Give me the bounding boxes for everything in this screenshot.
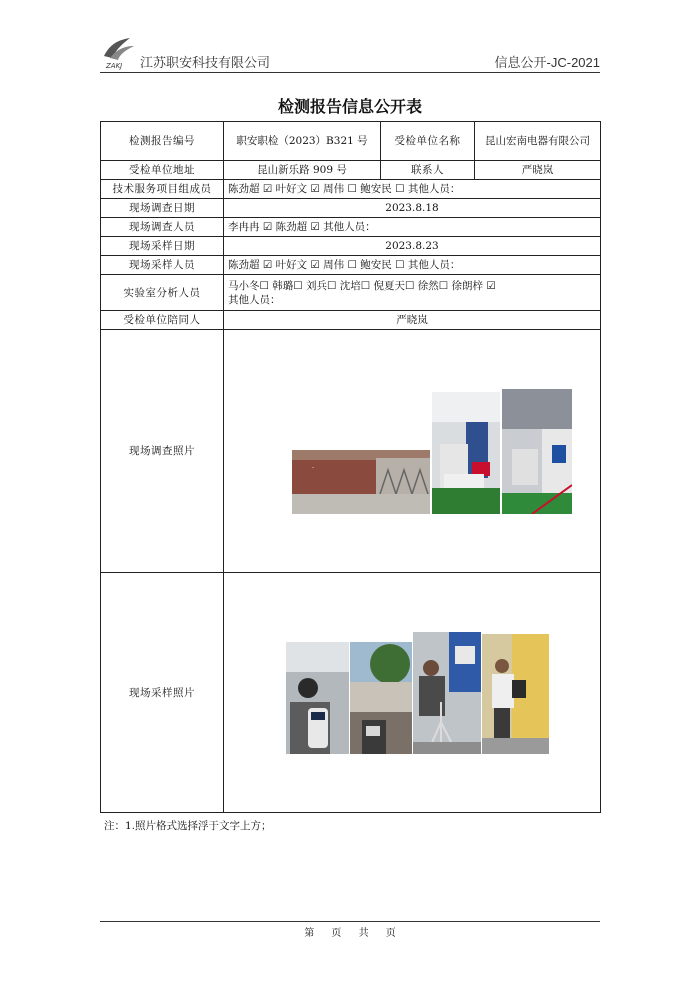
contact-label: 联系人 [381,161,475,180]
lab-analysts-value [224,275,601,311]
header-divider [100,72,600,73]
table-row [101,161,601,180]
table-row [101,180,601,199]
sampling-date-label: 现场采样日期 [101,237,224,256]
sampling-photo-group [238,632,596,754]
sampling-staff-value: 陈劲超 ☑ 叶好文 ☑ 周伟 ☐ 鲍安民 ☐ 其他人员： [224,256,601,275]
report-number-label: 检测报告编号 [101,122,224,161]
team-members-value: 陈劲超 ☑ 叶好文 ☑ 周伟 ☐ 鲍安民 ☐ 其他人员： [224,180,601,199]
info-table [100,121,601,813]
document-code: 信息公开-JC-2021 [494,55,600,70]
survey-photo-gate [292,450,430,514]
unit-address-label: 受检单位地址 [101,161,224,180]
table-row [101,573,601,813]
contact-value: 严晓岚 [475,161,601,180]
page-title: 检测报告信息公开表 [277,97,422,116]
lab-analysts-label: 实验室分析人员 [101,275,224,311]
report-number-value: 职安职检（2023）B321 号 [224,122,381,161]
sampling-photos-label: 现场采样照片 [101,573,224,813]
footnote: 注：1.照片格式选择浮于文字上方； [104,820,272,832]
footer-divider [100,921,600,922]
table-row [101,199,601,218]
sampling-date-value: 2023.8.23 [224,237,601,256]
sampling-photo-meter-1 [286,642,349,754]
company-name: 江苏职安科技有限公司 [140,56,271,71]
unit-address-value: 昆山新乐路 909 号 [224,161,381,180]
survey-photo-production-line [502,389,572,514]
sampling-photos-cell [224,573,601,813]
survey-date-value: 2023.8.18 [224,199,601,218]
page-header [100,34,600,74]
sampling-staff-label: 现场采样人员 [101,256,224,275]
escort-label: 受检单位陪同人 [101,311,224,330]
lab-analysts-line1: 马小冬☐ 韩璐☐ 刘兵☐ 沈培☐ 倪夏天☐ 徐然☐ 徐朗梓 ☑ [228,279,496,292]
survey-staff-value: 李冉冉 ☑ 陈劲超 ☑ 其他人员： [224,218,601,237]
lab-analysts-line2: 其他人员： [228,293,281,306]
inspected-unit-value: 昆山宏南电器有限公司 [475,122,601,161]
inspected-unit-label: 受检单位名称 [381,122,475,161]
table-row [101,237,601,256]
table-row [101,218,601,237]
survey-date-label: 现场调查日期 [101,199,224,218]
survey-photo-machine [432,392,500,514]
survey-photo-group [268,389,596,514]
escort-value: 严晓岚 [224,311,601,330]
table-row [101,122,601,161]
company-logo-icon [100,34,136,70]
survey-photos-cell [224,330,601,573]
table-row [101,311,601,330]
sampling-photo-outdoor [350,642,412,754]
svg-text:·: · [312,463,315,472]
table-row [101,330,601,573]
survey-photos-label: 现场调查照片 [101,330,224,573]
sampling-photo-worker-1 [413,632,481,754]
svg-text:ZAKJ: ZAKJ [106,62,123,70]
page-footer: 第 页 共 页 [304,928,396,939]
survey-staff-label: 现场调查人员 [101,218,224,237]
team-members-label: 技术服务项目组成员 [101,180,224,199]
sampling-photo-worker-2 [482,634,549,754]
table-row [101,256,601,275]
table-row [101,275,601,311]
